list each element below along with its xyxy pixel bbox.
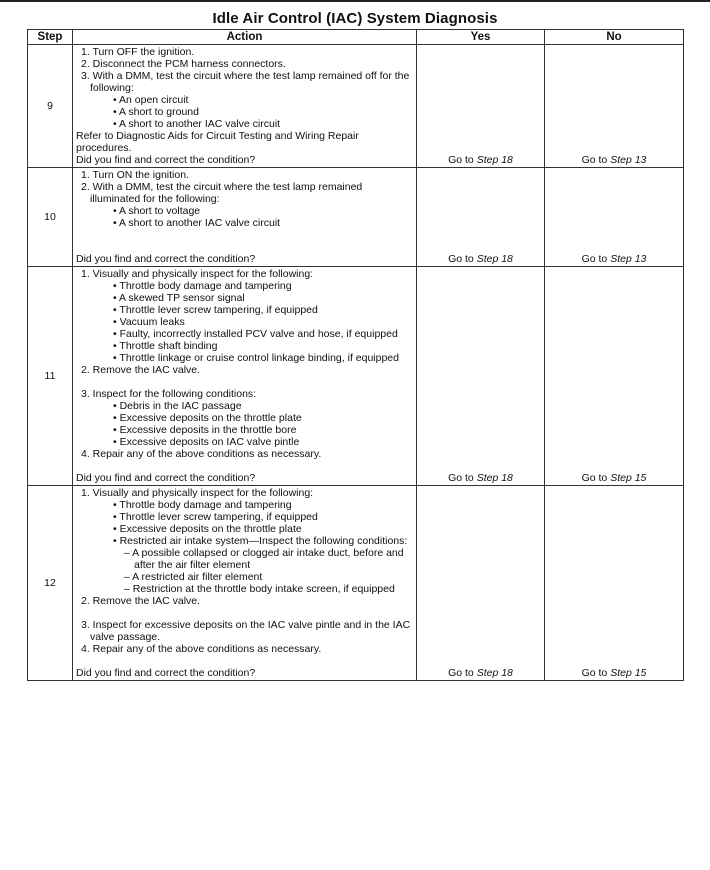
instruction-line: 2. With a DMM, test the circuit where the test lamp remained illuminated for the following:: [81, 181, 363, 205]
action-cell: [73, 168, 417, 267]
spacer: [76, 229, 413, 241]
yes-step: Step 18: [476, 667, 513, 679]
goto-yes-label: Go to: [448, 154, 474, 166]
goto-no-label: Go to: [581, 253, 608, 265]
bullet-item: • Vacuum leaks: [113, 316, 185, 328]
instruction-line: Did you find and correct the condition?: [76, 667, 256, 679]
action-cell: [73, 45, 417, 168]
header-action: Action: [73, 30, 417, 45]
goto-yes-label: Go to: [448, 253, 474, 265]
bullet-item: • Excessive deposits on the throttle plate: [113, 523, 302, 535]
instruction-line: 2. Remove the IAC valve.: [81, 364, 201, 376]
instruction-line: 3. Inspect for excessive deposits on the IAC valve pintle and in the IAC valve passage.: [81, 619, 411, 643]
bullet-item: • An open circuit: [113, 94, 189, 106]
instruction-line: Did you find and correct the condition?: [76, 472, 256, 484]
spacer: [76, 460, 413, 472]
instruction-line: 1. Visually and physically inspect for the following:: [81, 487, 314, 499]
no-step: Step 13: [610, 154, 647, 166]
table-row: [28, 45, 684, 168]
no-cell: [545, 45, 684, 168]
yes-cell: [417, 486, 545, 681]
table-row: [28, 486, 684, 681]
goto-yes-label: Go to: [448, 472, 474, 484]
yes-step: Step 18: [476, 154, 513, 166]
spacer: [76, 376, 413, 388]
spacer: [76, 655, 413, 667]
instruction-line: 4. Repair any of the above conditions as necessary.: [81, 448, 322, 460]
bullet-item: • A skewed TP sensor signal: [113, 292, 245, 304]
goto-yes-label: Go to: [448, 667, 474, 679]
bullet-item: – Restriction at the throttle body intake screen, if equipped: [124, 583, 395, 595]
instruction-line: 2. Remove the IAC valve.: [81, 595, 201, 607]
instruction-line: Did you find and correct the condition?: [76, 154, 256, 166]
no-step: Step 13: [610, 253, 647, 265]
header-no: No: [545, 30, 684, 45]
bullet-item: • Excessive deposits on the throttle plate: [113, 412, 302, 424]
bullet-item: – A restricted air filter element: [124, 571, 263, 583]
instruction-line: 3. With a DMM, test the circuit where the test lamp remained off for the following:: [81, 70, 410, 94]
step-number: 9: [28, 45, 73, 168]
instruction-line: 1. Turn OFF the ignition.: [81, 46, 195, 58]
yes-cell: [417, 168, 545, 267]
bullet-item: • Excessive deposits on IAC valve pintle: [113, 436, 300, 448]
action-cell: [73, 267, 417, 486]
page-title: Idle Air Control (IAC) System Diagnosis: [212, 10, 498, 27]
bullet-item: • Throttle lever screw tampering, if equipped: [113, 511, 318, 523]
yes-step: Step 18: [476, 253, 513, 265]
spacer: [76, 241, 413, 253]
yes-cell: [417, 45, 545, 168]
top-rule: [0, 0, 710, 2]
yes-step: Step 18: [476, 472, 513, 484]
bullet-item: • Debris in the IAC passage: [113, 400, 242, 412]
instruction-line: 4. Repair any of the above conditions as necessary.: [81, 643, 322, 655]
goto-no-label: Go to: [581, 667, 608, 679]
bullet-item: • Faulty, incorrectly installed PCV valve and hose, if equipped: [113, 328, 398, 340]
instruction-line: Refer to Diagnostic Aids for Circuit Testing and Wiring Repair procedures.: [76, 130, 359, 154]
instruction-line: 3. Inspect for the following conditions:: [81, 388, 257, 400]
diagnosis-table: [27, 29, 684, 681]
bullet-item: • A short to voltage: [113, 205, 201, 217]
bullet-item: • Throttle linkage or cruise control linkage binding, if equipped: [113, 352, 399, 364]
no-cell: [545, 486, 684, 681]
bullet-item: • Throttle shaft binding: [113, 340, 218, 352]
bullet-item: • Throttle body damage and tampering: [113, 280, 292, 292]
no-step: Step 15: [610, 472, 647, 484]
no-step: Step 15: [610, 667, 647, 679]
step-number: 10: [28, 168, 73, 267]
bullet-item: • Excessive deposits in the throttle bore: [113, 424, 297, 436]
table-row: [28, 168, 684, 267]
bullet-item: – A possible collapsed or clogged air intake duct, before and after the air filter element: [124, 547, 404, 571]
step-number: 12: [28, 486, 73, 681]
spacer: [76, 607, 413, 619]
action-cell: [73, 486, 417, 681]
step-number: 11: [28, 267, 73, 486]
bullet-item: • A short to another IAC valve circuit: [113, 118, 281, 130]
bullet-item: • Restricted air intake system—Inspect the following conditions:: [113, 535, 408, 547]
no-cell: [545, 267, 684, 486]
bullet-item: • Throttle body damage and tampering: [113, 499, 292, 511]
header-yes: Yes: [417, 30, 545, 45]
no-cell: [545, 168, 684, 267]
bullet-item: • A short to another IAC valve circuit: [113, 217, 281, 229]
bullet-item: • A short to ground: [113, 106, 199, 118]
header-step: Step: [28, 30, 73, 45]
goto-no-label: Go to: [581, 472, 608, 484]
instruction-line: 2. Disconnect the PCM harness connectors.: [81, 58, 286, 70]
instruction-line: 1. Visually and physically inspect for the following:: [81, 268, 314, 280]
goto-no-label: Go to: [581, 154, 608, 166]
instruction-line: Did you find and correct the condition?: [76, 253, 256, 265]
table-row: [28, 267, 684, 486]
table-header-row: [28, 30, 684, 45]
yes-cell: [417, 267, 545, 486]
bullet-item: • Throttle lever screw tampering, if equipped: [113, 304, 318, 316]
instruction-line: 1. Turn ON the ignition.: [81, 169, 189, 181]
